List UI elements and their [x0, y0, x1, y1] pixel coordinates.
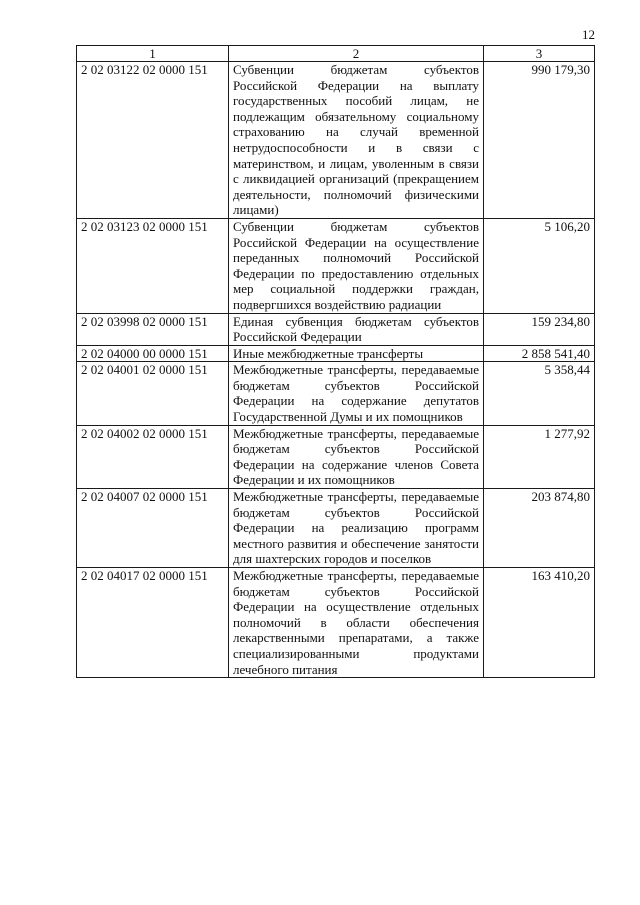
budget-description: Межбюджетные трансферты, передаваемые бюджетам субъектов Российской Федерации на содержание депутатов Государственной Думы и их помощников: [229, 362, 484, 425]
budget-amount: 203 874,80: [484, 489, 595, 568]
budget-amount: 5 106,20: [484, 218, 595, 313]
table-row: [77, 62, 595, 219]
budget-description: Межбюджетные трансферты, передаваемые бюджетам субъектов Российской Федерации на содержание членов Совета Федерации и их помощников: [229, 425, 484, 488]
table-row: [77, 218, 595, 313]
budget-amount: 990 179,30: [484, 62, 595, 219]
budget-code: 2 02 03122 02 0000 151: [77, 62, 229, 219]
budget-amount: 163 410,20: [484, 568, 595, 678]
budget-amount: 5 358,44: [484, 362, 595, 425]
column-header-1: 1: [77, 46, 229, 62]
budget-table: [76, 45, 595, 678]
budget-code: 2 02 04001 02 0000 151: [77, 362, 229, 425]
budget-description: Межбюджетные трансферты, передаваемые бюджетам субъектов Российской Федерации на реализацию программ местного развития и обеспечение занятости для шахтерских городов и поселков: [229, 489, 484, 568]
budget-amount: 1 277,92: [484, 425, 595, 488]
table-row: [77, 362, 595, 425]
page-number: 12: [582, 27, 595, 42]
budget-code: 2 02 04002 02 0000 151: [77, 425, 229, 488]
table-row: [77, 568, 595, 678]
budget-code: 2 02 04017 02 0000 151: [77, 568, 229, 678]
budget-description: Иные межбюджетные трансферты: [229, 345, 484, 362]
budget-description: Единая субвенция бюджетам субъектов Российской Федерации: [229, 313, 484, 345]
table-row: [77, 425, 595, 488]
budget-description: Межбюджетные трансферты, передаваемые бюджетам субъектов Российской Федерации на осуществление отдельных полномочий в области обеспечения лекарственными препаратами, а также специализированными продуктами лечебного питания: [229, 568, 484, 678]
budget-code: 2 02 03998 02 0000 151: [77, 313, 229, 345]
budget-description: Субвенции бюджетам субъектов Российской Федерации на осуществление переданных полномочий Российской Федерации по предоставлению отдельных мер социальной поддержки граждан, подвергшихся воздействию радиации: [229, 218, 484, 313]
table-row: [77, 345, 595, 362]
budget-amount: 159 234,80: [484, 313, 595, 345]
budget-amount: 2 858 541,40: [484, 345, 595, 362]
column-header-2: 2: [229, 46, 484, 62]
budget-code: 2 02 03123 02 0000 151: [77, 218, 229, 313]
budget-code: 2 02 04007 02 0000 151: [77, 489, 229, 568]
column-header-3: 3: [484, 46, 595, 62]
budget-description: Субвенции бюджетам субъектов Российской Федерации на выплату государственных пособий лицам, не подлежащим обязательному социальному страхованию на случай временной нетрудоспособности и в связи с материнством, и лицам, уволенным в связи с ликвидацией организаций (прекращением деятельности, полномочий физическими лицами): [229, 62, 484, 219]
table-row: [77, 489, 595, 568]
table-header-row: [77, 46, 595, 62]
table-row: [77, 313, 595, 345]
budget-code: 2 02 04000 00 0000 151: [77, 345, 229, 362]
